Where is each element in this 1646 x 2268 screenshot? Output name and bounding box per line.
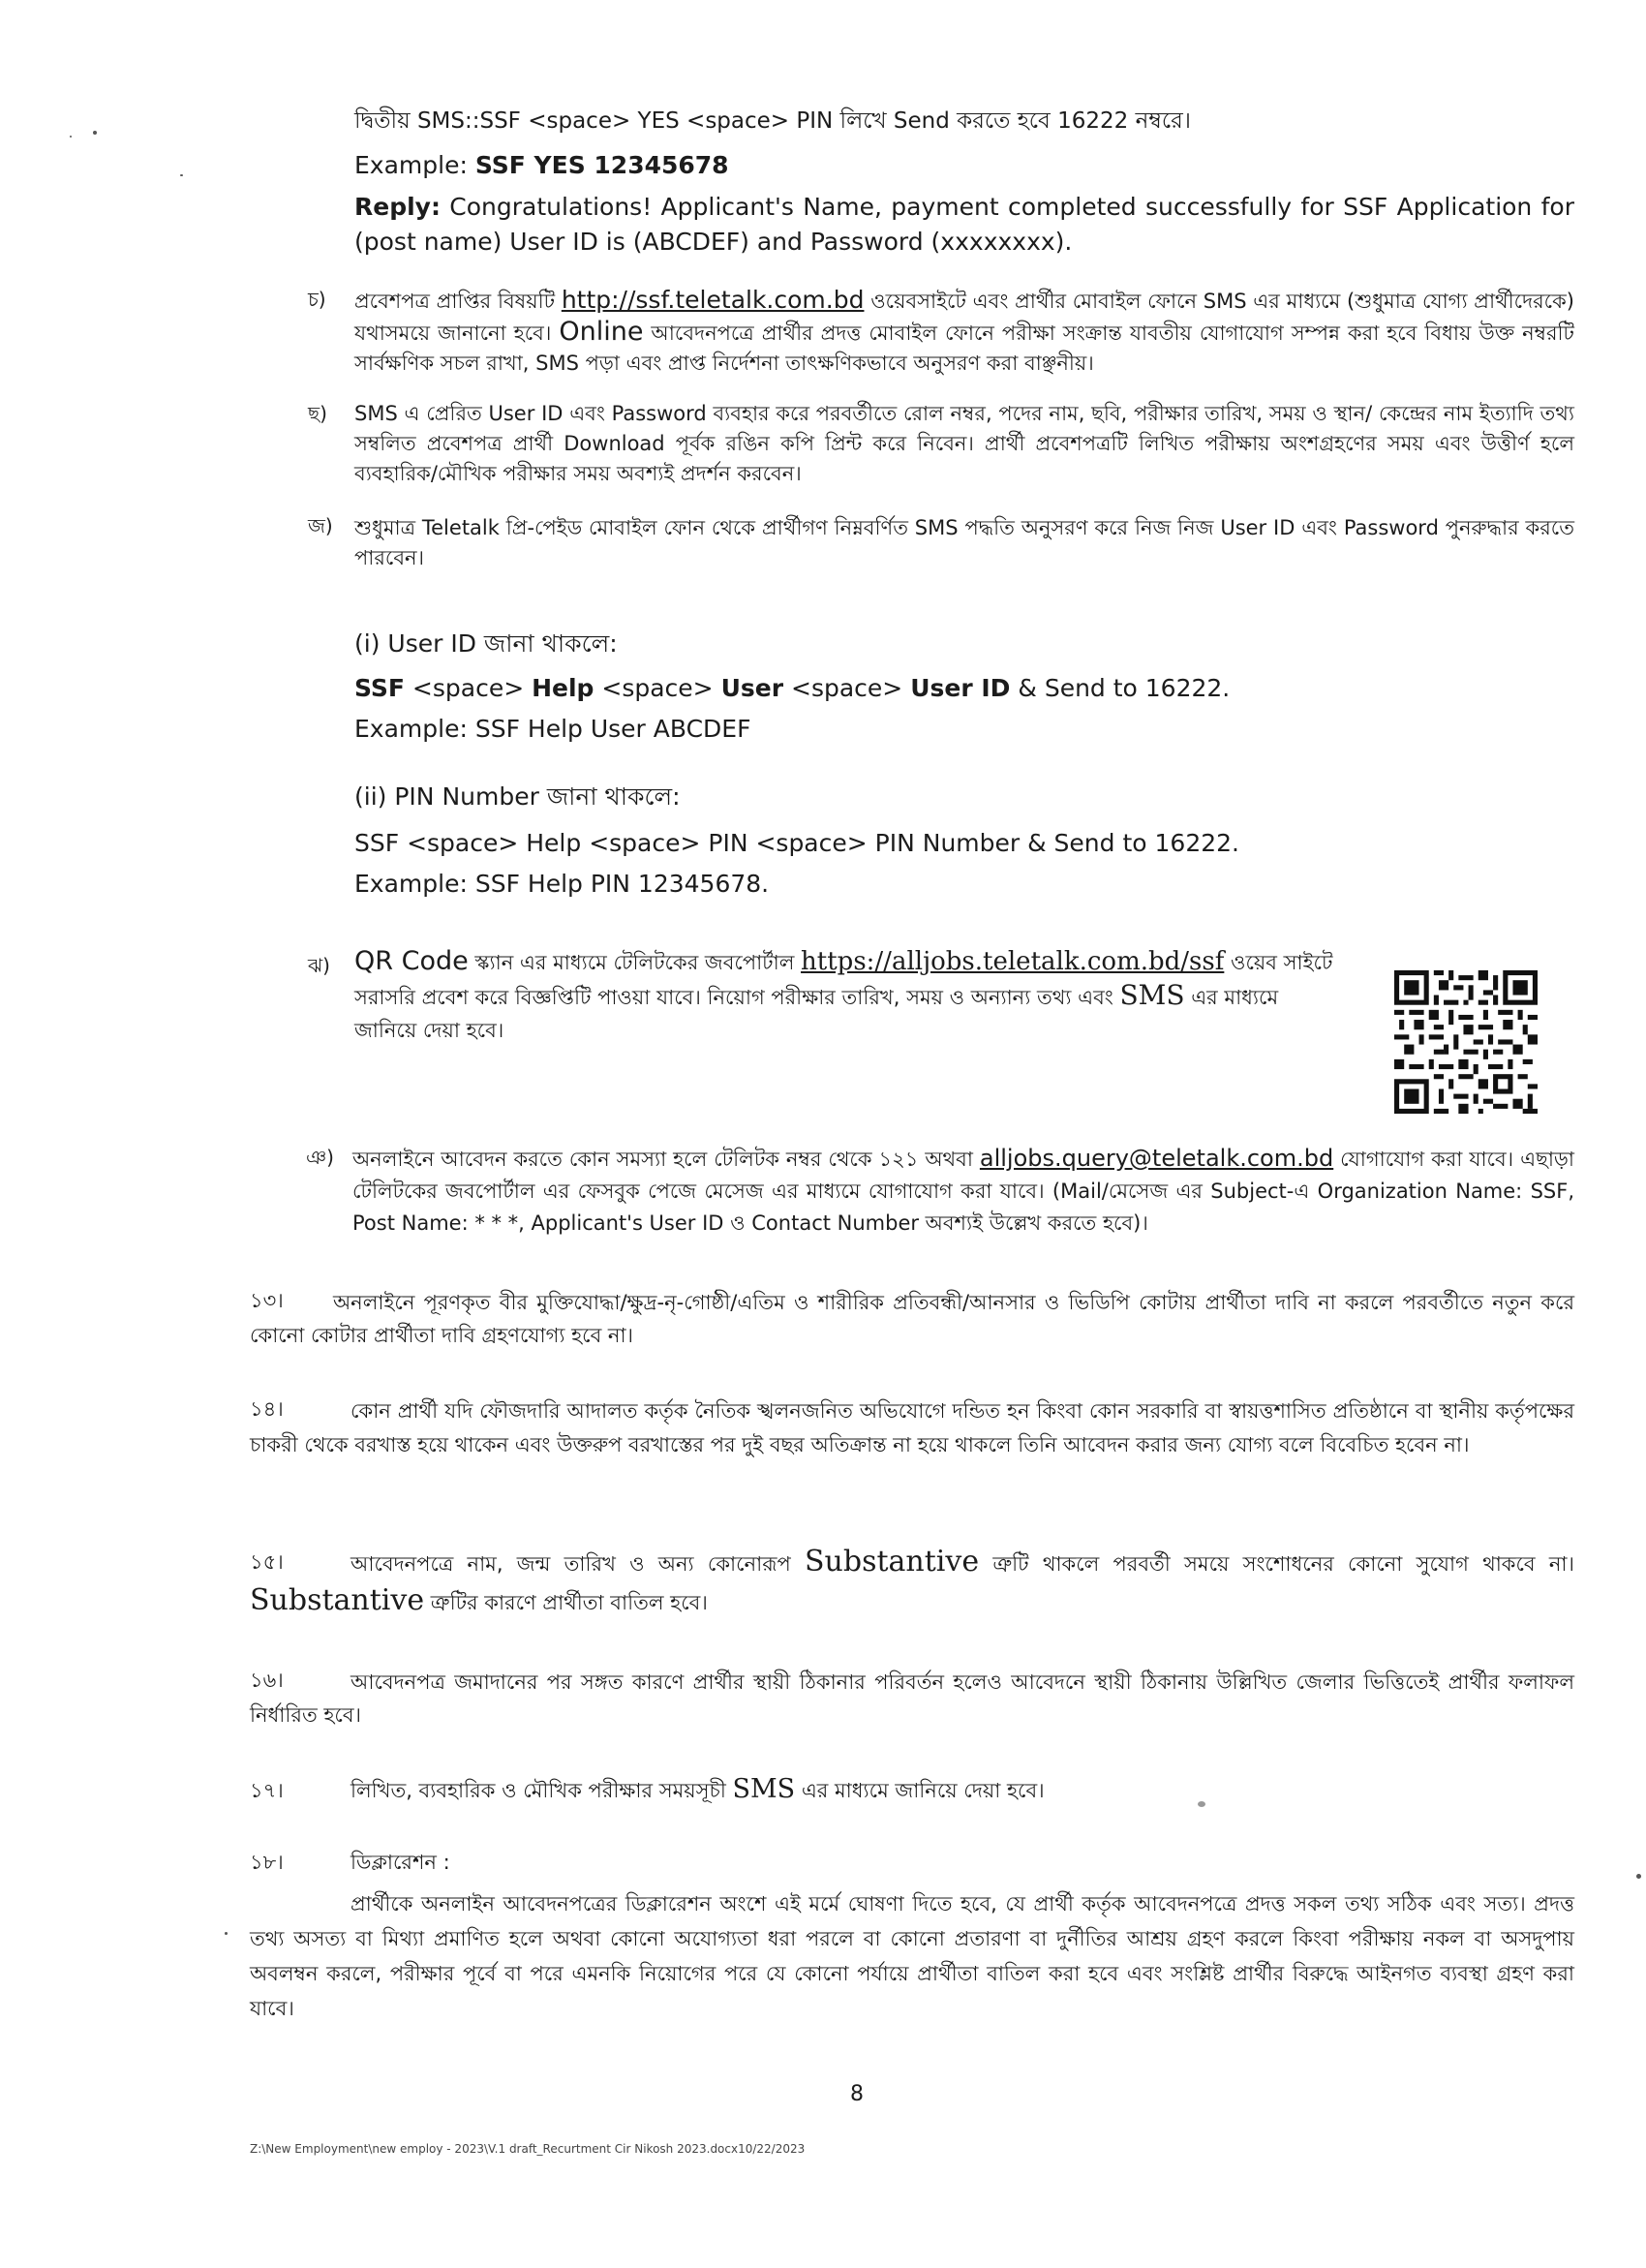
section-13-number: ১৩। — [250, 1289, 284, 1312]
scan-speck — [93, 131, 97, 135]
cmd-space: <space> — [594, 674, 721, 702]
sms-word-17: SMS — [732, 1774, 796, 1804]
file-path-footer: Z:\New Employment\new employ - 2023\V.1 draft_Recurtment Cir Nikosh 2023.docx10/22/2023 — [250, 2142, 806, 2156]
example-label: Example: — [354, 151, 475, 179]
cmd-space: <space> — [404, 674, 533, 702]
section-17-text — [351, 1772, 1570, 1808]
userid-example: Example: SSF Help User ABCDEF — [354, 715, 751, 743]
pin-command: SSF <space> Help <space> PIN <space> PIN Number & Send to 16222. — [354, 829, 1239, 857]
item-jha-marker: ঝ) — [308, 954, 330, 977]
jha-text-b: ওয়েব সাইটে সরাসরি প্রবেশ করে বিজ্ঞপ্তিটি পাওয়া যাবে। নিয়োগ পরীক্ষার তারিখ, সময় ও অন্যান্য তথ্য এবং — [354, 951, 1333, 1009]
qr-code-image[interactable] — [1394, 970, 1538, 1114]
s17-text-b: এর মাধ্যমে জানিয়ে দেয়া হবে। — [795, 1779, 1045, 1802]
ssf-teletalk-link[interactable]: http://ssf.teletalk.com.bd — [561, 286, 865, 314]
s15-text-a: আবেদনপত্রে নাম, জন্ম তারিখ ও অন্য কোনোরূপ — [351, 1552, 805, 1576]
section-18-text: প্রার্থীকে অনলাইন আবেদনপত্রের ডিক্লারেশন অংশে এই মর্মে ঘোষণা দিতে হবে, যে প্রার্থী কর্তৃক আবেদনপত্রে প্রদত্ত সকল তথ্য সঠিক এবং সত্য। প্রদত্ত তথ্য অসত্য বা মিথ্যা প্রমাণিত হলে অথবা কোনো অযোগ্যতা ধরা পরলে বা কোনো প্রতারণা বা দুর্নীতির আশ্রয় গ্রহণ করলে কিংবা পরীক্ষায় নকল বা অসদুপায় অবলম্বন করলে, পরীক্ষার পূর্বে বা পরে এমনকি নিয়োগের পরে যে কোনো পর্যায়ে প্রার্থীতা বাতিল করা হবে এবং সংশ্লিষ্ট প্রার্থীর বিরুদ্ধে আইনগত ব্যবস্থা গ্রহণ করা যাবে। — [250, 1892, 1574, 2020]
jha-text-c: এর মাধ্যমে জানিয়ে দেয়া হবে। — [354, 986, 1279, 1042]
section-14-number: ১৪। — [250, 1397, 284, 1421]
section-13-text: অনলাইনে পূরণকৃত বীর মুক্তিযোদ্ধা/ক্ষুদ্র-নৃ-গোষ্ঠী/এতিম ও শারীরিক প্রতিবন্ধী/আনসার ও ভিডিপি কোটায় প্রার্থীতা দাবি না করলে পরবর্তীতে নতুন করে কোনো কোটার প্রার্থীতা দাবি গ্রহণযোগ্য হবে না। — [250, 1291, 1574, 1347]
section-17-number: ১৭। — [250, 1779, 284, 1802]
online-word: Online — [559, 317, 644, 347]
sms-second-line: দ্বিতীয় SMS::SSF <space> YES <space> PIN লিখে Send করতে হবে 16222 নম্বরে। — [354, 108, 1192, 134]
item-chha-marker: ছ) — [308, 402, 327, 425]
item-nya-text — [352, 1143, 1574, 1240]
reply-label: Reply: — [354, 193, 441, 221]
example-value: SSF YES 12345678 — [474, 151, 729, 179]
cmd-ssf: SSF — [354, 674, 405, 702]
section-16-text: আবেদনপত্র জমাদানের পর সঙ্গত কারণে প্রার্থীর স্থায়ী ঠিকানার পরিবর্তন হলেও আবেদনে স্থায়ী ঠিকানায় উল্লিখিত জেলার ভিত্তিতেই প্রার্থীর ফলাফল নির্ধারিত হবে। — [250, 1670, 1574, 1727]
pin-example: Example: SSF Help PIN 12345678. — [354, 870, 770, 898]
section-14-text: কোন প্রার্থী যদি ফৌজদারি আদালত কর্তৃক নৈতিক স্খলনজনিত অভিযোগে দন্ডিত হন কিংবা কোন সরকারি বা স্বায়ত্তশাসিত প্রতিষ্ঠানে বা স্থানীয় কর্তৃপক্ষের চাকরী থেকে বরখাস্ত হয়ে থাকেন এবং উক্তরুপ বরখাস্তের পর দুই বছর অতিক্রান্ত না হয়ে থাকলে তিনি আবেদন করার জন্য যোগ্য বলে বিবেচিত হবেন না। — [250, 1399, 1574, 1456]
cmd-user: User — [720, 674, 784, 702]
section-15-number: ১৫। — [250, 1550, 284, 1574]
nya-text-a: অনলাইনে আবেদন করতে কোন সমস্যা হলে টেলিটক নম্বর থেকে ১২১ অথবা — [352, 1148, 980, 1171]
qr-code-label: QR Code — [354, 946, 469, 976]
s15-text-b: ত্রুটি থাকলে পরবর্তী সময়ে সংশোধনের কোনো সুযোগ থাকবে না। — [979, 1552, 1574, 1576]
scan-speck — [225, 1932, 228, 1935]
s17-text-a: লিখিত, ব্যবহারিক ও মৌখিক পরীক্ষার সময়সূচী — [351, 1779, 733, 1802]
s15-text-c: ত্রুটির কারণে প্রার্থীতা বাতিল হবে। — [424, 1591, 708, 1614]
substantive-word: Substantive — [805, 1545, 980, 1578]
scan-speck — [1636, 1874, 1641, 1879]
item-jha-text — [354, 945, 1342, 1047]
scan-speck — [70, 136, 72, 138]
nya-text-b: যোগাযোগ করা যাবে। এছাড়া টেলিটকের জবপোর্টাল এর ফেসবুক পেজে মেসেজ এর মাধ্যমে যোগাযোগ করা যাবে। (Mail/মেসেজ এর Subject-এ Organization Name: SSF, Post Name: * * *, Applicant's User ID ও Contact Number অবশ্যই উল্লেখ করতে হবে)। — [352, 1148, 1574, 1235]
cha-text-b: ওয়েবসাইটে এবং প্রার্থীর মোবাইল ফোনে SMS এর মাধ্যমে (শুধুমাত্র যোগ্য প্রার্থীদেরকে) যথাসময়ে জানানো হবে। — [354, 290, 1574, 345]
cmd-help: Help — [532, 674, 594, 702]
alljobs-link[interactable]: https://alljobs.teletalk.com.bd/ssf — [801, 947, 1225, 976]
item-cha-marker: চ) — [308, 288, 326, 311]
cmd-userid: User ID — [910, 674, 1011, 702]
cha-text-a: প্রবেশপত্র প্রাপ্তির বিষয়টি — [354, 290, 562, 313]
item-ja-text: শুধুমাত্র Teletalk প্রি-পেইড মোবাইল ফোন থেকে প্রার্থীগণ নিম্নবর্ণিত SMS পদ্ধতি অনুসরণ করে নিজ নিজ User ID এবং Password পুনরুদ্ধার করতে পারবেন। — [354, 516, 1574, 569]
userid-heading: (i) User ID জানা থাকলে: — [354, 629, 618, 658]
sms-word: SMS — [1119, 979, 1185, 1011]
item-nya-marker: ঞ) — [306, 1146, 334, 1169]
section-15-text — [250, 1544, 1574, 1621]
query-email-link[interactable]: alljobs.query@teletalk.com.bd — [979, 1145, 1334, 1172]
cmd-space: <space> — [783, 674, 911, 702]
declaration-heading: ডিক্লারেশন : — [351, 1851, 450, 1874]
pin-heading: (ii) PIN Number জানা থাকলে: — [354, 782, 681, 811]
scan-speck — [1198, 1801, 1205, 1807]
cmd-send: & Send to 16222. — [1010, 674, 1231, 702]
section-18-number: ১৮। — [250, 1851, 284, 1874]
jha-text-a: স্ক্যান এর মাধ্যমে টেলিটকের জবপোর্টাল — [468, 951, 802, 974]
substantive-word-2: Substantive — [250, 1583, 425, 1617]
section-16-number: ১৬। — [250, 1669, 284, 1692]
item-chha-text: SMS এ প্রেরিত User ID এবং Password ব্যবহার করে পরবর্তীতে রোল নম্বর, পদের নাম, ছবি, পরীক্ষার তারিখ, সময় ও স্থান/ কেন্দ্রের নাম ইত্যাদি তথ্য সম্বলিত প্রবেশপত্র প্রার্থী Download পূর্বক রঙিন কপি প্রিন্ট করে নিবেন। প্রার্থী প্রবেশপত্রটি লিখিত পরীক্ষায় অংশগ্রহণের সময় এবং উত্তীর্ণ হলে ব্যবহারিক/মৌখিক পরীক্ষার সময় অবশ্যই প্রদর্শন করবেন। — [354, 402, 1574, 485]
item-cha-text — [354, 285, 1574, 379]
cha-text-c: আবেদনপত্রে প্রার্থীর প্রদত্ত মোবাইল ফোনে পরীক্ষা সংক্রান্ত যাবতীয় যোগাযোগ সম্পন্ন করা হবে বিধায় উক্ত নম্বরটি সার্বক্ষণিক সচল রাখা, SMS পড়া এবং প্রাপ্ত নির্দেশনা তাৎক্ষণিকভাবে অনুসরণ করা বাঞ্ছনীয়। — [354, 322, 1575, 375]
sms-reply — [354, 190, 1574, 260]
scan-speck — [180, 174, 183, 176]
page-number: 8 — [850, 2082, 864, 2106]
reply-text: Congratulations! Applicant's Name, payment completed successfully for SSF Application for (post name) User ID is (ABCDEF) and Password (xxxxxxxx). — [354, 193, 1574, 256]
sms-example — [354, 149, 729, 182]
userid-command — [354, 672, 1230, 705]
item-ja-marker: জ) — [308, 514, 333, 537]
